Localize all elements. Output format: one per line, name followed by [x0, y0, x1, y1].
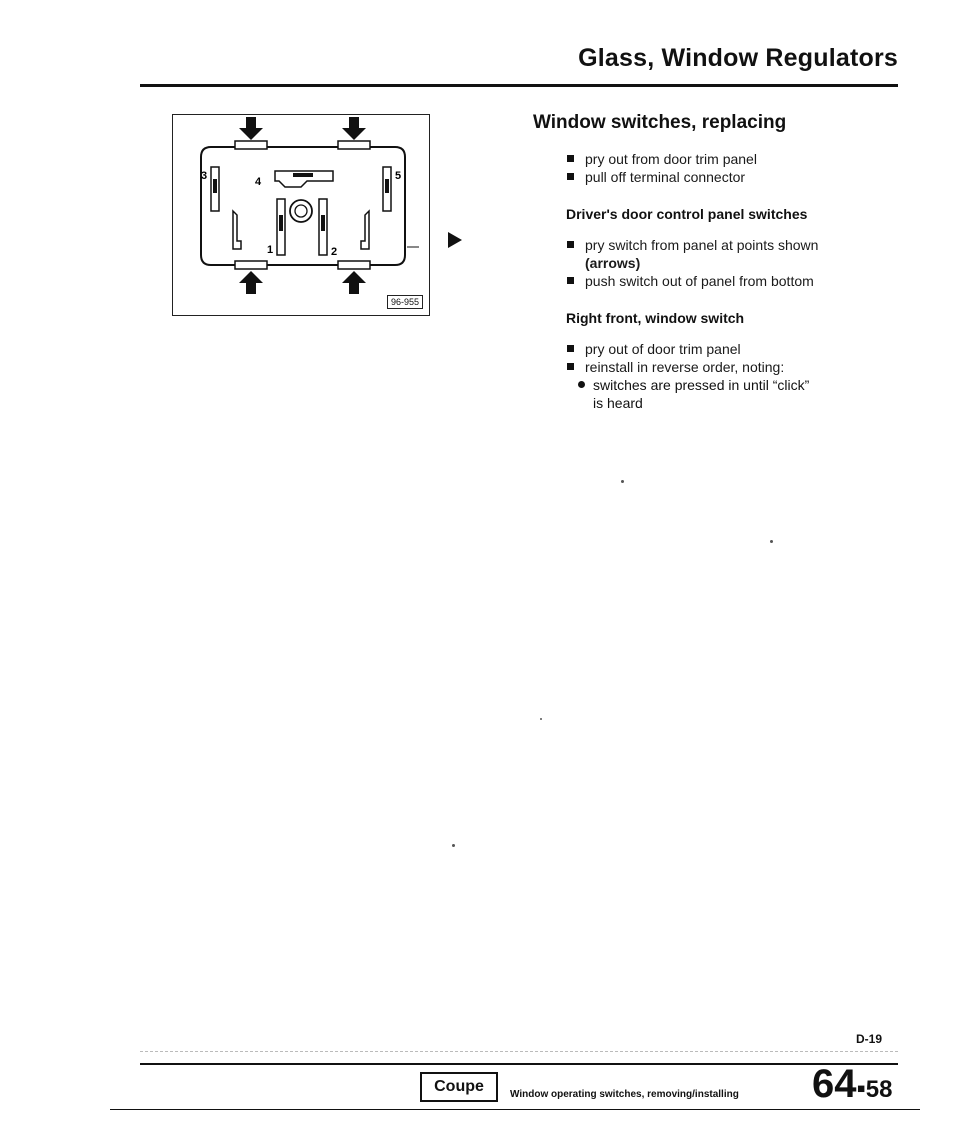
page-number-separator: ▪ [856, 1073, 866, 1103]
footer-caption: Window operating switches, removing/installing [510, 1089, 739, 1100]
list-item [565, 168, 757, 186]
bullet-icon [567, 345, 574, 352]
page-code: D-19 [856, 1032, 883, 1046]
scan-speck [621, 480, 624, 483]
scan-speck [452, 844, 455, 847]
bullet-icon [567, 363, 574, 370]
right-front-block [565, 340, 809, 412]
figure-number: 96-955 [387, 295, 423, 309]
callout-5: 5 [395, 170, 402, 182]
switch-panel-drawing [173, 115, 429, 315]
page-number-major: 64 [812, 1062, 857, 1106]
step-text-continued: (arrows) [585, 255, 641, 271]
note-item [565, 376, 809, 412]
pointer-arrow-right-icon [446, 230, 464, 255]
callout-1: 1 [267, 244, 274, 256]
arrow-up-icon [342, 271, 366, 294]
footer-divider [140, 1063, 898, 1065]
step-text: reinstall in reverse order, noting: [585, 359, 785, 375]
page-number [812, 1062, 892, 1107]
step-text: push switch out of panel from bottom [585, 273, 814, 289]
model-badge: Coupe [420, 1072, 498, 1102]
step-text: pry out from door trim panel [585, 151, 757, 167]
right-front-heading: Right front, window switch [566, 310, 745, 326]
arrow-down-icon [239, 117, 263, 140]
arrow-down-icon [342, 117, 366, 140]
drivers-door-steps-list [565, 236, 818, 290]
dot-bullet-icon [578, 381, 585, 388]
list-item [565, 272, 818, 290]
bullet-icon [567, 173, 574, 180]
switch-diagram-figure [172, 114, 430, 316]
right-front-steps-list [565, 340, 809, 376]
footer-dashed-divider [140, 1051, 898, 1052]
note-text: switches are pressed in until “click” [593, 377, 810, 393]
list-item [565, 236, 818, 272]
header-divider [140, 84, 898, 87]
arrow-up-icon [239, 271, 263, 294]
scan-speck [770, 540, 773, 543]
section-title: Window switches, replacing [533, 112, 787, 133]
page-title: Glass, Window Regulators [578, 44, 898, 72]
drivers-door-heading: Driver's door control panel switches [566, 206, 808, 222]
bullet-icon [567, 155, 574, 162]
callout-3: 3 [201, 170, 208, 182]
list-item [565, 340, 809, 358]
list-item [565, 358, 809, 376]
note-text-continued: is heard [593, 395, 643, 411]
step-text: pry switch from panel at points shown [585, 237, 819, 253]
callout-2: 2 [331, 246, 338, 258]
bullet-icon [567, 277, 574, 284]
removal-steps-list [565, 150, 757, 186]
step-text: pull off terminal connector [585, 169, 746, 185]
bullet-icon [567, 241, 574, 248]
footer-bottom-divider [110, 1109, 920, 1110]
callout-4: 4 [255, 176, 262, 188]
step-text: pry out of door trim panel [585, 341, 741, 357]
page-number-minor: 58 [865, 1076, 893, 1103]
scan-speck [540, 718, 542, 720]
list-item [565, 150, 757, 168]
